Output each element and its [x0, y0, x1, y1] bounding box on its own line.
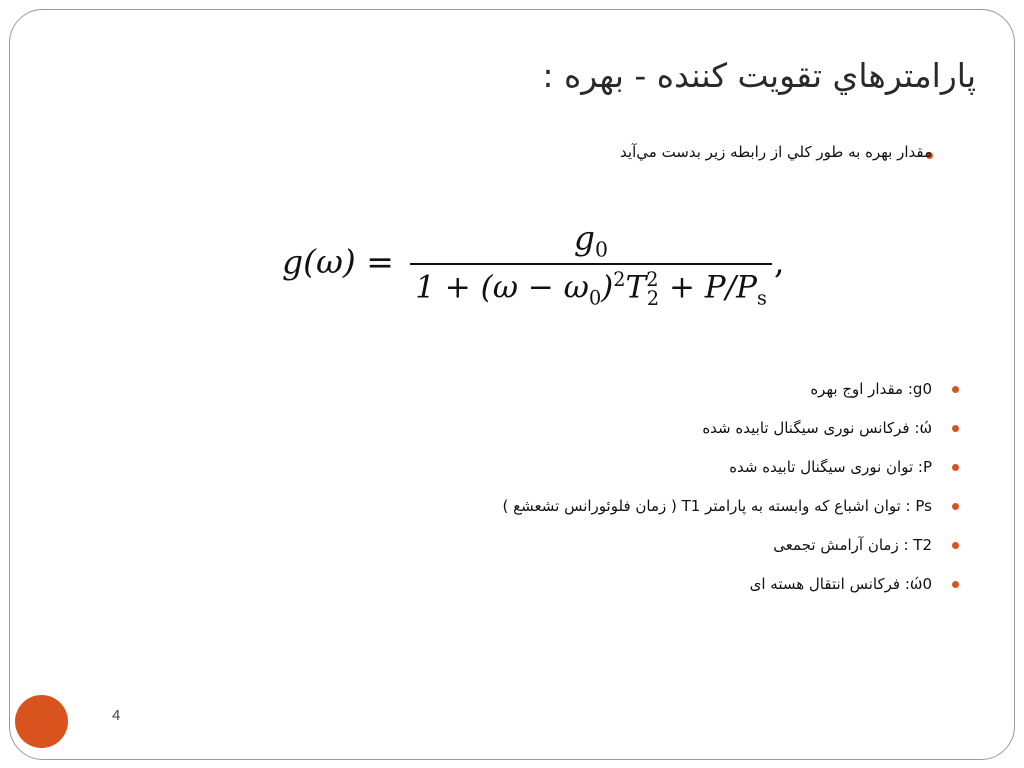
fraction-bar — [410, 263, 772, 265]
list-item: g0: مقدار اوج بهره — [810, 380, 932, 398]
page-number: 4 — [112, 707, 121, 724]
slide-title: پارامترهاي تقويت كننده - بهره : — [542, 56, 976, 95]
formula-comma: , — [774, 242, 785, 281]
bullet-dot — [952, 425, 959, 432]
bullet-dot — [952, 542, 959, 549]
formula-denominator: $1 + (\omega - \omega_0)^2T^2_2 + P/P_s$ — [415, 268, 767, 310]
bullet-dot — [952, 386, 959, 393]
gain-formula — [282, 218, 802, 318]
decorative-circle — [15, 695, 68, 748]
list-item: T2 : زمان آرامش تجمعی — [773, 536, 932, 554]
formula-lhs: g(ω) = — [282, 242, 394, 281]
list-item: ώ: فرکانس نوری سیگنال تابیده شده — [702, 419, 932, 437]
list-item: Ps : توان اشباع که وابسته به پارامتر T1 ( زمان فلوئورانس تشعشع ) — [502, 497, 932, 515]
intro-text: مقدار بهره به طور كلي از رابطه زير بدست مي‌آيد — [620, 143, 932, 161]
bullet-dot — [952, 581, 959, 588]
definition-list — [503, 374, 932, 608]
formula-numerator: $g_0$ — [573, 218, 609, 262]
list-item: ώ0: فرکانس انتقال هسته ای — [749, 575, 932, 593]
bullet-dot — [952, 464, 959, 471]
list-item: P: توان نوری سیگنال تابیده شده — [729, 458, 932, 476]
bullet-dot — [952, 503, 959, 510]
